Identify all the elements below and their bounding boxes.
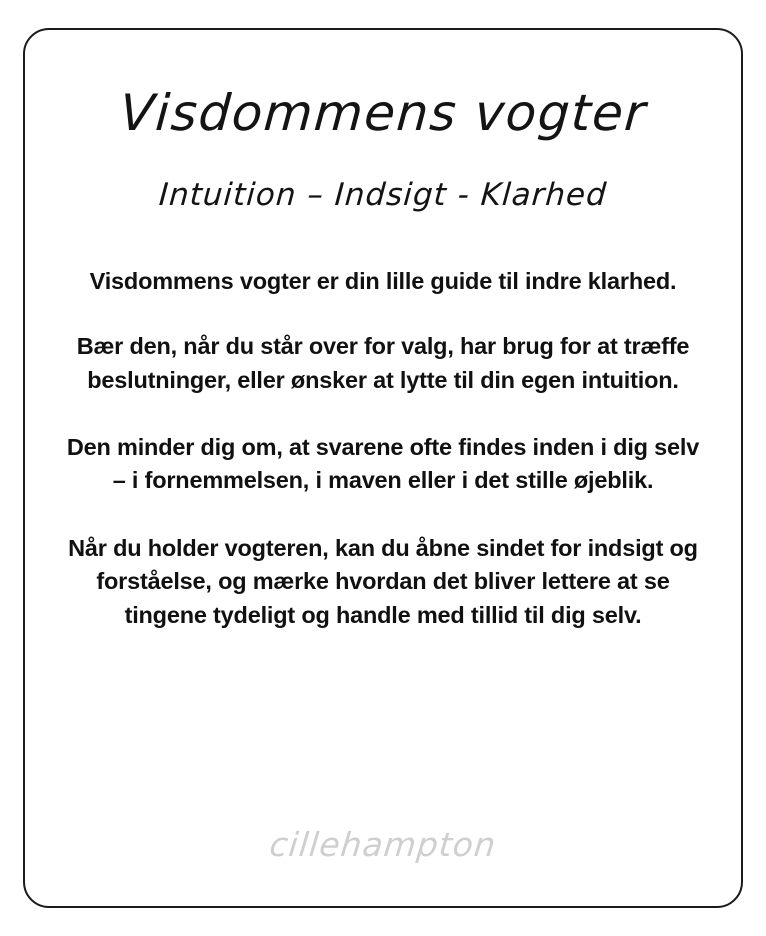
body-paragraph-3: Den minder dig om, at svarene ofte findes inden i dig selv – i fornemmelsen, i maven eller i det stille øjeblik. bbox=[66, 434, 700, 494]
body-paragraph-1: Visdommens vogter er din lille guide til indre klarhed. bbox=[89, 268, 677, 294]
card-body bbox=[60, 265, 706, 632]
info-card bbox=[23, 28, 743, 908]
body-paragraph-2: Bær den, når du står over for valg, har brug for at træffe beslutninger, eller ønsker at lytte til din egen intuition. bbox=[76, 333, 690, 393]
signature-text: cillehampton bbox=[267, 825, 499, 864]
card-title: Visdommens vogter bbox=[117, 84, 649, 142]
body-paragraph-4: Når du holder vogteren, kan du åbne sindet for indsigt og forståelse, og mærke hvordan det bliver lettere at se tingene tydeligt og handle med tillid til dig selv. bbox=[68, 534, 698, 628]
card-subtitle: Intuition – Indsigt - Klarhed bbox=[157, 177, 609, 213]
